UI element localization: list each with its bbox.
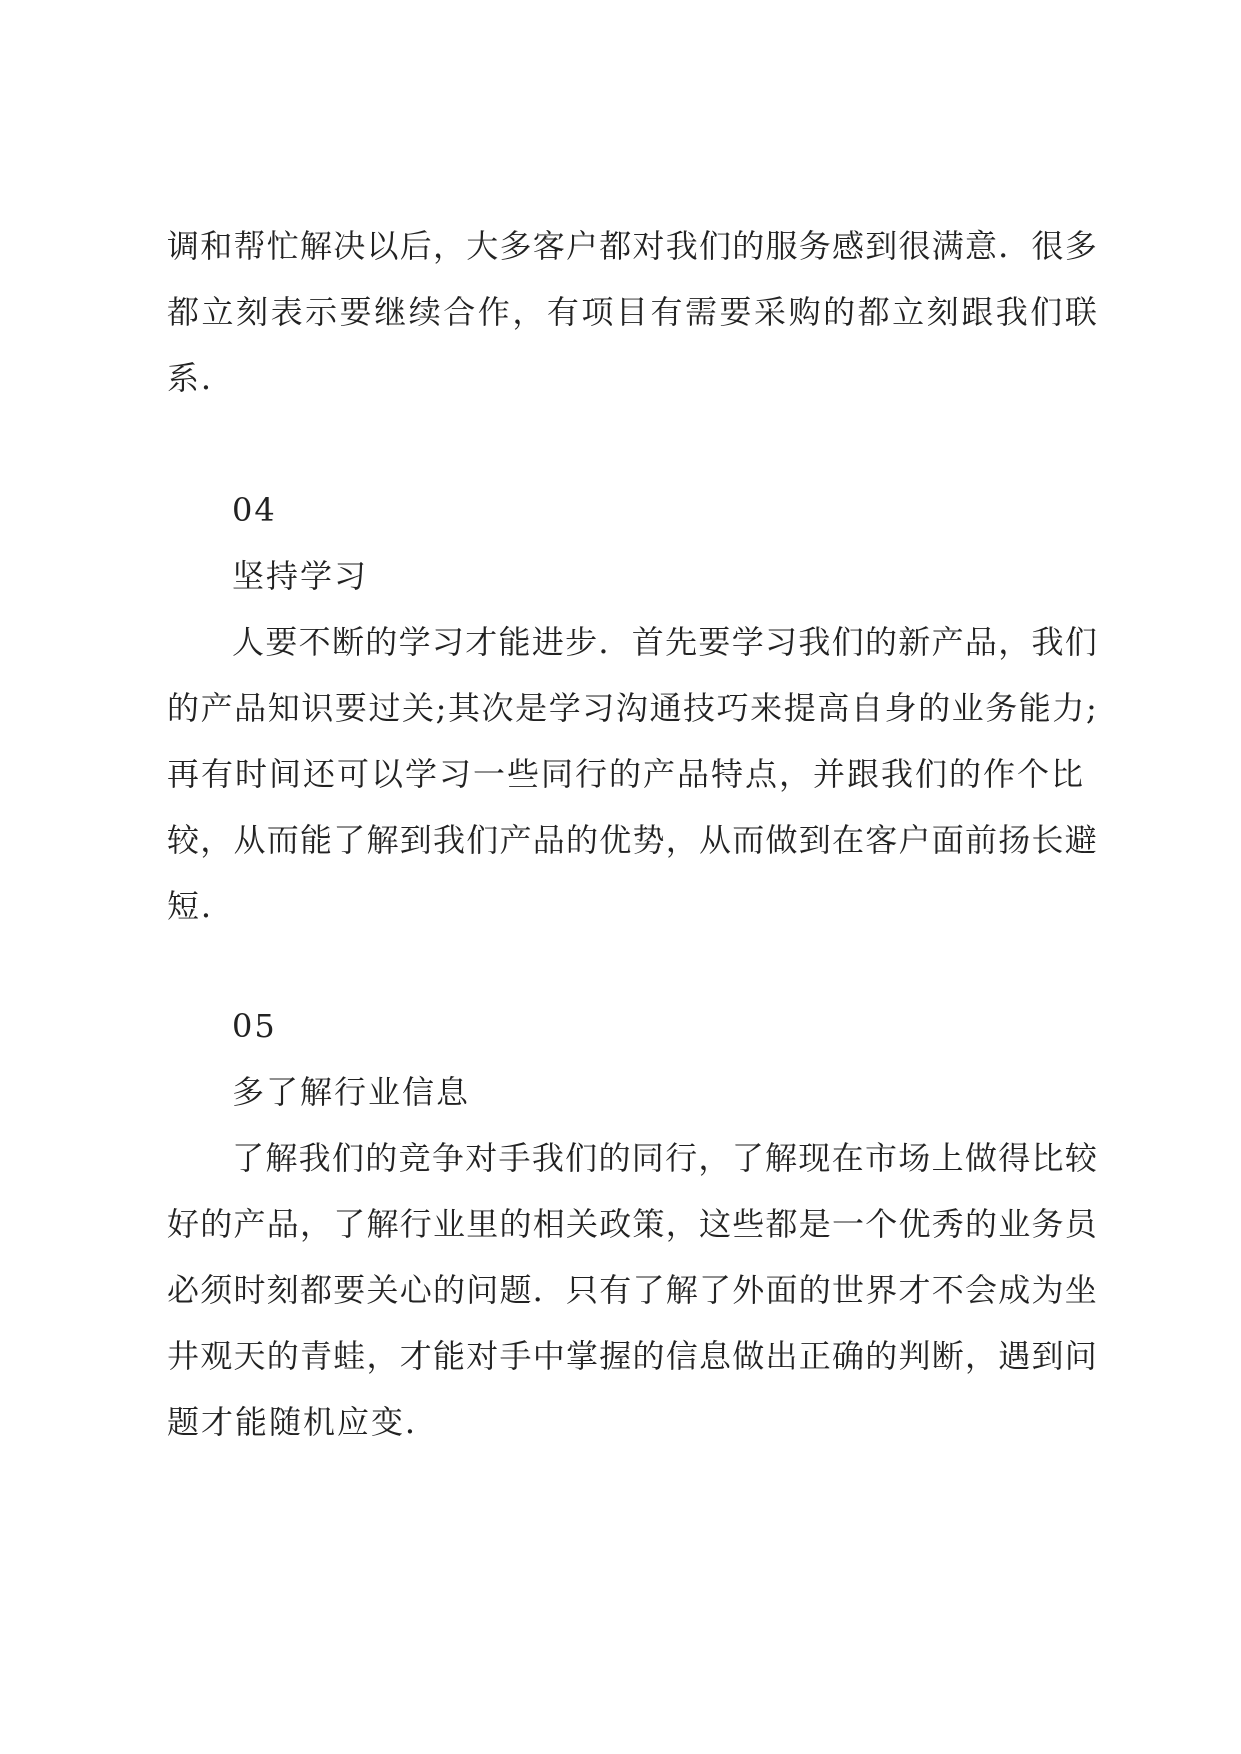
- paragraph-line: 短．: [167, 887, 236, 925]
- paragraph-line: 系．: [167, 359, 236, 397]
- paragraph-line: 调 和 帮 忙 解 决 以 后 ， 大 多 客 户 都 对 我 们 的 服 务 感 到 很 满 意 ． 很 多: [167, 227, 1097, 265]
- section-number: 04: [232, 491, 277, 529]
- paragraph-line: 人 要 不 断 的 学 习 才 能 进 步 ． 首 先 要 学 习 我 们 的 新 产 品 ， 我 们: [232, 623, 1097, 661]
- section-number: 05: [232, 1007, 277, 1045]
- section-heading: 多了解行业信息: [232, 1073, 471, 1111]
- paragraph-line: 都 立 刻 表 示 要 继 续 合 作 ， 有 项 目 有 需 要 采 购 的 都 立 刻 跟 我 们 联: [167, 293, 1097, 331]
- paragraph-line: 较 ， 从 而 能 了 解 到 我 们 产 品 的 优 势 ， 从 而 做 到 在 客 户 面 前 扬 长 避: [167, 821, 1097, 859]
- section-heading: 坚持学习: [232, 557, 369, 595]
- paragraph-line: 的 产 品 知 识 要 过 关 ; 其 次 是 学 习 沟 通 技 巧 来 提 高 自 身 的 业 务 能 力 ;: [167, 689, 1097, 727]
- paragraph-line: 必 须 时 刻 都 要 关 心 的 问 题 ． 只 有 了 解 了 外 面 的 世 界 才 不 会 成 为 坐: [167, 1271, 1097, 1309]
- paragraph-line: 好 的 产 品 ， 了 解 行 业 里 的 相 关 政 策 ， 这 些 都 是 一 个 优 秀 的 业 务 员: [167, 1205, 1097, 1243]
- paragraph-line: 了 解 我 们 的 竞 争 对 手 我 们 的 同 行 ， 了 解 现 在 市 场 上 做 得 比 较: [232, 1139, 1097, 1177]
- paragraph-line: 井 观 天 的 青 蛙 ， 才 能 对 手 中 掌 握 的 信 息 做 出 正 确 的 判 断 ， 遇 到 问: [167, 1337, 1097, 1375]
- paragraph-line: 题才能随机应变．: [167, 1403, 440, 1441]
- paragraph-line: 再有时间还可以学习一些同行的产品特点，并跟我们的作个比: [167, 755, 1086, 793]
